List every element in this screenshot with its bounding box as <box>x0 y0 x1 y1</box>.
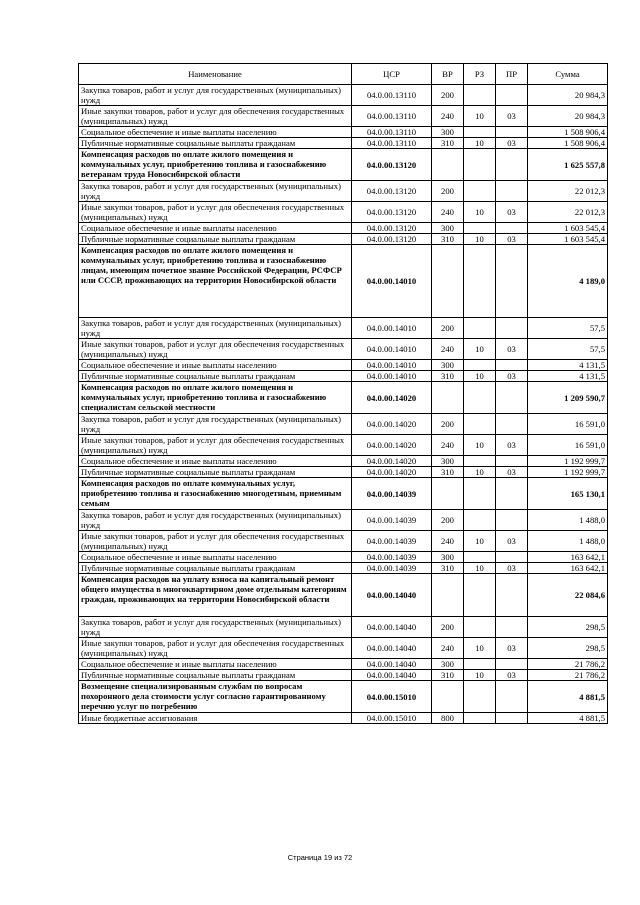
cell-pr <box>496 713 528 724</box>
cell-vr: 200 <box>432 510 464 531</box>
cell-pr: 03 <box>496 202 528 223</box>
cell-sum: 20 984,3 <box>528 85 608 106</box>
cell-pr <box>496 360 528 371</box>
cell-sum: 4 881,5 <box>528 681 608 713</box>
table-row-section <box>79 574 608 617</box>
cell-name: Закупка товаров, работ и услуг для государственных (муниципальных) нужд <box>79 318 352 339</box>
cell-pr <box>496 127 528 138</box>
cell-vr: 240 <box>432 106 464 127</box>
cell-sum: 57,5 <box>528 318 608 339</box>
cell-pr: 03 <box>496 638 528 659</box>
cell-vr: 310 <box>432 670 464 681</box>
cell-rz: 10 <box>464 563 496 574</box>
cell-name: Иные закупки товаров, работ и услуг для обеспечения государственных (муниципальных) нужд <box>79 339 352 360</box>
cell-rz: 10 <box>464 339 496 360</box>
cell-rz <box>464 318 496 339</box>
cell-rz: 10 <box>464 531 496 552</box>
cell-vr: 240 <box>432 531 464 552</box>
cell-sum: 1 603 545,4 <box>528 223 608 234</box>
cell-csr: 04.0.00.14040 <box>352 574 432 617</box>
cell-pr <box>496 149 528 181</box>
cell-pr: 03 <box>496 138 528 149</box>
cell-rz <box>464 382 496 414</box>
cell-csr: 04.0.00.14040 <box>352 638 432 659</box>
cell-csr: 04.0.00.14039 <box>352 531 432 552</box>
cell-vr: 310 <box>432 138 464 149</box>
cell-rz: 10 <box>464 467 496 478</box>
cell-name: Иные закупки товаров, работ и услуг для обеспечения государственных (муниципальных) нужд <box>79 106 352 127</box>
table-body <box>79 85 608 724</box>
table-row <box>79 360 608 371</box>
cell-csr: 04.0.00.13120 <box>352 149 432 181</box>
cell-name: Компенсация расходов по оплате жилого помещения и коммунальных услуг, приобретению топлива и газоснабжению лицам, имеющим почетное звание Российской Федерации, РСФСР или СССР, проживающих на территории Новосибирской области <box>79 245 352 318</box>
cell-sum: 165 130,1 <box>528 478 608 510</box>
table-row <box>79 339 608 360</box>
cell-name: Компенсация расходов по оплате жилого помещения и коммунальных услуг, приобретению топлива и газоснабжению специалистам сельской местности <box>79 382 352 414</box>
cell-pr <box>496 181 528 202</box>
header-sum: Сумма <box>528 64 608 85</box>
cell-csr: 04.0.00.15010 <box>352 713 432 724</box>
cell-sum: 20 984,3 <box>528 106 608 127</box>
table-row <box>79 435 608 456</box>
cell-pr <box>496 617 528 638</box>
cell-csr: 04.0.00.14010 <box>352 371 432 382</box>
cell-sum: 4 189,0 <box>528 245 608 318</box>
cell-rz: 10 <box>464 670 496 681</box>
cell-name: Иные закупки товаров, работ и услуг для обеспечения государственных (муниципальных) нужд <box>79 638 352 659</box>
cell-sum: 21 786,2 <box>528 659 608 670</box>
cell-sum: 22 012,3 <box>528 202 608 223</box>
cell-rz <box>464 552 496 563</box>
page-number: Страница 19 из 72 <box>287 853 353 862</box>
cell-csr: 04.0.00.13120 <box>352 223 432 234</box>
table-row-section <box>79 681 608 713</box>
cell-rz: 10 <box>464 435 496 456</box>
cell-vr: 300 <box>432 223 464 234</box>
cell-vr: 240 <box>432 202 464 223</box>
cell-rz <box>464 360 496 371</box>
table-row <box>79 127 608 138</box>
table-row-section <box>79 149 608 181</box>
cell-rz: 10 <box>464 234 496 245</box>
cell-rz <box>464 85 496 106</box>
cell-rz <box>464 181 496 202</box>
header-name: Наименование <box>79 64 352 85</box>
table-row <box>79 223 608 234</box>
cell-name: Компенсация расходов по оплате коммунальных услуг, приобретению топлива и газоснабжению многодетным, приемным семьям <box>79 478 352 510</box>
cell-vr <box>432 245 464 318</box>
cell-name: Иные закупки товаров, работ и услуг для обеспечения государственных (муниципальных) нужд <box>79 531 352 552</box>
cell-csr: 04.0.00.14020 <box>352 456 432 467</box>
cell-rz <box>464 149 496 181</box>
table-row <box>79 659 608 670</box>
cell-name: Публичные нормативные социальные выплаты гражданам <box>79 234 352 245</box>
cell-pr <box>496 478 528 510</box>
table-row-section <box>79 478 608 510</box>
budget-table <box>78 63 608 724</box>
cell-pr <box>496 681 528 713</box>
header-rz: РЗ <box>464 64 496 85</box>
table-row <box>79 371 608 382</box>
cell-sum: 1 508 906,4 <box>528 138 608 149</box>
cell-vr: 240 <box>432 638 464 659</box>
cell-name: Закупка товаров, работ и услуг для государственных (муниципальных) нужд <box>79 181 352 202</box>
cell-csr: 04.0.00.13120 <box>352 181 432 202</box>
cell-rz <box>464 245 496 318</box>
cell-vr: 200 <box>432 181 464 202</box>
table-row <box>79 713 608 724</box>
cell-csr: 04.0.00.14039 <box>352 552 432 563</box>
table-row <box>79 181 608 202</box>
cell-csr: 04.0.00.14020 <box>352 382 432 414</box>
cell-name: Компенсация расходов по оплате жилого помещения и коммунальных услуг, приобретению топлива и газоснабжению ветеранам труда Новосибирской области <box>79 149 352 181</box>
cell-csr: 04.0.00.14039 <box>352 478 432 510</box>
table-row-section <box>79 245 608 318</box>
cell-pr: 03 <box>496 531 528 552</box>
cell-name: Публичные нормативные социальные выплаты гражданам <box>79 670 352 681</box>
cell-sum: 4 131,5 <box>528 371 608 382</box>
cell-sum: 1 625 557,8 <box>528 149 608 181</box>
cell-pr <box>496 574 528 617</box>
cell-csr: 04.0.00.14039 <box>352 563 432 574</box>
cell-vr <box>432 478 464 510</box>
cell-csr: 04.0.00.14020 <box>352 467 432 478</box>
cell-pr: 03 <box>496 467 528 478</box>
cell-sum: 163 642,1 <box>528 563 608 574</box>
cell-pr <box>496 85 528 106</box>
cell-name: Публичные нормативные социальные выплаты гражданам <box>79 371 352 382</box>
cell-csr: 04.0.00.14039 <box>352 510 432 531</box>
cell-pr <box>496 510 528 531</box>
cell-sum: 4 131,5 <box>528 360 608 371</box>
cell-name: Публичные нормативные социальные выплаты гражданам <box>79 563 352 574</box>
cell-sum: 1 192 999,7 <box>528 456 608 467</box>
cell-sum: 1 508 906,4 <box>528 127 608 138</box>
table-row <box>79 85 608 106</box>
table-row <box>79 670 608 681</box>
cell-sum: 21 786,2 <box>528 670 608 681</box>
cell-pr: 03 <box>496 371 528 382</box>
cell-name: Социальное обеспечение и иные выплаты населению <box>79 360 352 371</box>
cell-name: Социальное обеспечение и иные выплаты населению <box>79 456 352 467</box>
cell-sum: 1 488,0 <box>528 531 608 552</box>
cell-vr: 310 <box>432 371 464 382</box>
cell-csr: 04.0.00.14040 <box>352 659 432 670</box>
cell-sum: 4 881,5 <box>528 713 608 724</box>
table-header-row <box>79 64 608 85</box>
cell-rz: 10 <box>464 106 496 127</box>
cell-csr: 04.0.00.13110 <box>352 127 432 138</box>
cell-name: Социальное обеспечение и иные выплаты населению <box>79 223 352 234</box>
cell-vr: 300 <box>432 127 464 138</box>
cell-csr: 04.0.00.13110 <box>352 85 432 106</box>
table-row <box>79 234 608 245</box>
cell-csr: 04.0.00.14010 <box>352 339 432 360</box>
cell-pr: 03 <box>496 435 528 456</box>
cell-pr <box>496 456 528 467</box>
cell-name: Публичные нормативные социальные выплаты гражданам <box>79 138 352 149</box>
table-row <box>79 617 608 638</box>
cell-vr: 800 <box>432 713 464 724</box>
cell-sum: 298,5 <box>528 617 608 638</box>
table-row <box>79 202 608 223</box>
table-row <box>79 467 608 478</box>
cell-name: Возмещение специализированным службам по вопросам похоронного дела стоимости услуг согласно гарантированному перечню услуг по погребению <box>79 681 352 713</box>
table-row <box>79 318 608 339</box>
cell-pr <box>496 245 528 318</box>
table-row <box>79 510 608 531</box>
cell-pr <box>496 382 528 414</box>
cell-pr <box>496 223 528 234</box>
cell-sum: 57,5 <box>528 339 608 360</box>
cell-csr: 04.0.00.13120 <box>352 202 432 223</box>
cell-rz <box>464 414 496 435</box>
cell-sum: 1 488,0 <box>528 510 608 531</box>
cell-csr: 04.0.00.13120 <box>352 234 432 245</box>
cell-pr <box>496 659 528 670</box>
cell-rz <box>464 574 496 617</box>
header-csr: ЦСР <box>352 64 432 85</box>
cell-name: Социальное обеспечение и иные выплаты населению <box>79 659 352 670</box>
cell-sum: 22 012,3 <box>528 181 608 202</box>
cell-sum: 1 192 999,7 <box>528 467 608 478</box>
table-row <box>79 414 608 435</box>
cell-sum: 16 591,0 <box>528 414 608 435</box>
cell-vr: 200 <box>432 414 464 435</box>
cell-pr <box>496 414 528 435</box>
cell-name: Социальное обеспечение и иные выплаты населению <box>79 127 352 138</box>
cell-sum: 298,5 <box>528 638 608 659</box>
cell-csr: 04.0.00.14010 <box>352 245 432 318</box>
cell-pr: 03 <box>496 563 528 574</box>
cell-name: Иные закупки товаров, работ и услуг для обеспечения государственных (муниципальных) нужд <box>79 202 352 223</box>
cell-vr: 200 <box>432 617 464 638</box>
table-row <box>79 456 608 467</box>
cell-rz <box>464 659 496 670</box>
cell-sum: 16 591,0 <box>528 435 608 456</box>
table-row <box>79 552 608 563</box>
cell-rz <box>464 223 496 234</box>
cell-rz: 10 <box>464 371 496 382</box>
cell-csr: 04.0.00.14020 <box>352 414 432 435</box>
cell-rz <box>464 510 496 531</box>
cell-name: Компенсация расходов на уплату взноса на капитальный ремонт общего имущества в многоквартирном доме отдельным категориям граждан, проживающих на территории Новосибирской области <box>79 574 352 617</box>
table-row <box>79 638 608 659</box>
cell-vr: 310 <box>432 234 464 245</box>
cell-vr: 240 <box>432 339 464 360</box>
cell-vr <box>432 149 464 181</box>
cell-rz: 10 <box>464 202 496 223</box>
cell-name: Иные закупки товаров, работ и услуг для обеспечения государственных (муниципальных) нужд <box>79 435 352 456</box>
cell-name: Публичные нормативные социальные выплаты гражданам <box>79 467 352 478</box>
cell-vr <box>432 681 464 713</box>
table-row <box>79 138 608 149</box>
cell-name: Закупка товаров, работ и услуг для государственных (муниципальных) нужд <box>79 617 352 638</box>
cell-vr: 240 <box>432 435 464 456</box>
cell-sum: 1 209 590,7 <box>528 382 608 414</box>
cell-vr: 200 <box>432 318 464 339</box>
cell-vr: 300 <box>432 552 464 563</box>
cell-rz <box>464 127 496 138</box>
cell-pr: 03 <box>496 670 528 681</box>
cell-csr: 04.0.00.14040 <box>352 617 432 638</box>
cell-vr: 300 <box>432 360 464 371</box>
cell-pr: 03 <box>496 106 528 127</box>
cell-pr <box>496 318 528 339</box>
cell-pr <box>496 552 528 563</box>
cell-csr: 04.0.00.14010 <box>352 318 432 339</box>
header-pr: ПР <box>496 64 528 85</box>
cell-csr: 04.0.00.13110 <box>352 106 432 127</box>
cell-vr: 310 <box>432 467 464 478</box>
cell-rz <box>464 456 496 467</box>
cell-csr: 04.0.00.14020 <box>352 435 432 456</box>
cell-pr: 03 <box>496 234 528 245</box>
cell-sum: 22 084,6 <box>528 574 608 617</box>
table-row <box>79 106 608 127</box>
table-row <box>79 531 608 552</box>
cell-csr: 04.0.00.15010 <box>352 681 432 713</box>
cell-name: Иные бюджетные ассигнования <box>79 713 352 724</box>
cell-rz: 10 <box>464 138 496 149</box>
cell-name: Социальное обеспечение и иные выплаты населению <box>79 552 352 563</box>
cell-csr: 04.0.00.14010 <box>352 360 432 371</box>
cell-vr: 300 <box>432 659 464 670</box>
cell-rz <box>464 713 496 724</box>
cell-csr: 04.0.00.13110 <box>352 138 432 149</box>
cell-name: Закупка товаров, работ и услуг для государственных (муниципальных) нужд <box>79 414 352 435</box>
cell-pr: 03 <box>496 339 528 360</box>
cell-vr: 300 <box>432 456 464 467</box>
table-row <box>79 563 608 574</box>
cell-name: Закупка товаров, работ и услуг для государственных (муниципальных) нужд <box>79 510 352 531</box>
cell-vr <box>432 574 464 617</box>
cell-csr: 04.0.00.14040 <box>352 670 432 681</box>
table-row-section <box>79 382 608 414</box>
cell-vr <box>432 382 464 414</box>
cell-rz: 10 <box>464 638 496 659</box>
header-vr: ВР <box>432 64 464 85</box>
cell-rz <box>464 478 496 510</box>
cell-rz <box>464 681 496 713</box>
cell-name: Закупка товаров, работ и услуг для государственных (муниципальных) нужд <box>79 85 352 106</box>
cell-sum: 163 642,1 <box>528 552 608 563</box>
cell-vr: 310 <box>432 563 464 574</box>
cell-sum: 1 603 545,4 <box>528 234 608 245</box>
cell-rz <box>464 617 496 638</box>
cell-vr: 200 <box>432 85 464 106</box>
